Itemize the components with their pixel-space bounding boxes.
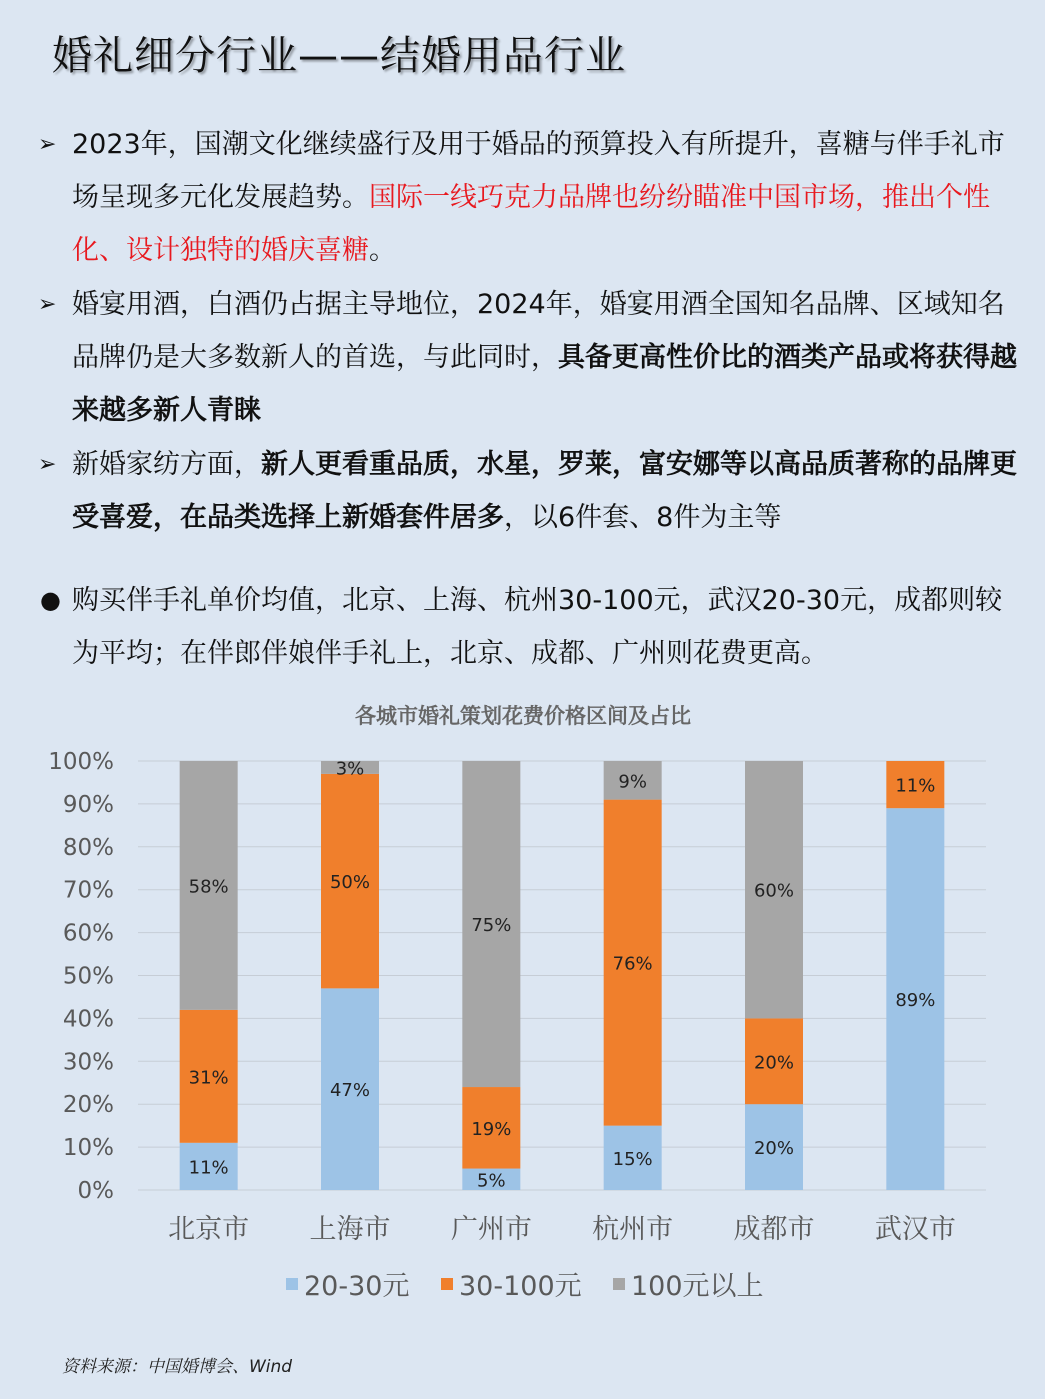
y-tick-label: 0%: [77, 1178, 114, 1204]
legend-swatch: [286, 1278, 298, 1290]
x-tick-label: 成都市: [733, 1214, 815, 1245]
data-label: 5%: [477, 1170, 506, 1192]
stacked-bar-chart: [0, 690, 1045, 1330]
data-label: 9%: [618, 771, 647, 793]
y-tick-label: 70%: [62, 877, 114, 904]
bullet-item: [38, 574, 1018, 680]
y-tick-label: 20%: [62, 1092, 114, 1119]
y-tick-label: 90%: [62, 791, 114, 818]
x-tick-label: 广州市: [450, 1214, 532, 1245]
data-label: 19%: [471, 1118, 512, 1140]
bullet-text: ，以6件套、8件为主等: [504, 502, 782, 533]
data-label: 15%: [612, 1148, 653, 1170]
x-tick-label: 北京市: [168, 1214, 250, 1245]
y-tick-label: 60%: [62, 920, 114, 947]
bullet-text: 2023年，国潮文化继续盛行及用于婚品的预算投入有所提升，喜糖与伴手礼市场呈现多元化发展趋势。: [72, 129, 1005, 213]
x-tick-label: 上海市: [309, 1214, 391, 1245]
legend-label: 30-100元: [459, 1271, 582, 1302]
bullet-text: 购买伴手礼单价均值，北京、上海、杭州30-100元，武汉20-30元，成都则较为平均；在伴郎伴娘伴手礼上，北京、成都、广州则花费更高。: [72, 585, 1003, 669]
arrow-bullet-icon: ➢: [38, 132, 57, 157]
x-tick-label: 杭州市: [592, 1214, 674, 1245]
data-label: 11%: [895, 775, 936, 797]
data-label: 50%: [329, 872, 371, 894]
bullet-item: [38, 438, 1018, 544]
legend-label: 20-30元: [304, 1271, 410, 1302]
y-tick-label: 50%: [62, 963, 114, 990]
bullet-text: 婚宴用酒，白酒仍占据主导地位，2024年，婚宴用酒全国知名品牌、区域知名品牌仍是大多数新人的首选，与此同时，: [72, 289, 1005, 373]
bullet-text-highlight: 国际一线巧克力品牌也纷纷瞄准中国市场，推出个性化、设计独特的婚庆喜糖: [72, 182, 990, 266]
bullet-list: [38, 118, 1018, 680]
legend-swatch: [613, 1278, 625, 1290]
bullet-text: 。: [369, 235, 396, 266]
data-label: 20%: [753, 1138, 795, 1160]
arrow-bullet-icon: ➢: [38, 452, 57, 477]
bullet-text-bold: 新人更看重品质，水星，罗莱，富安娜等以高品质著称的品牌更受喜爱，在品类选择上新婚套件居多: [72, 449, 1017, 533]
data-label: 3%: [335, 758, 365, 780]
bullet-text: 新婚家纺方面，: [72, 449, 261, 480]
y-tick-label: 40%: [62, 1006, 114, 1033]
legend-label: 100元以上: [631, 1271, 764, 1302]
y-tick-label: 80%: [62, 834, 114, 861]
data-label: 11%: [188, 1157, 229, 1179]
arrow-bullet-icon: ➢: [38, 292, 57, 317]
y-tick-label: 10%: [62, 1135, 114, 1162]
source-note: 资料来源：中国婚博会、Wind: [62, 1357, 293, 1377]
dot-bullet-icon: ●: [40, 586, 61, 614]
data-label: 89%: [895, 990, 936, 1012]
data-label: 75%: [471, 915, 512, 937]
data-label: 60%: [753, 880, 795, 902]
bullet-item: [38, 118, 1018, 277]
bullet-item: [38, 278, 1018, 437]
y-tick-label: 100%: [48, 749, 114, 775]
data-label: 20%: [753, 1052, 795, 1074]
data-label: 58%: [188, 876, 229, 898]
data-label: 31%: [188, 1067, 229, 1089]
bullet-text-bold: 具备更高性价比的酒类产品或将获得越来越多新人青睐: [72, 342, 1017, 426]
y-tick-label: 30%: [62, 1049, 114, 1076]
data-label: 76%: [612, 953, 653, 975]
chart-title: 各城市婚礼策划花费价格区间及占比: [355, 703, 691, 728]
data-label: 47%: [329, 1080, 371, 1102]
legend-swatch: [441, 1278, 453, 1290]
page-title: 婚礼细分行业——结婚用品行业: [52, 33, 626, 79]
x-tick-label: 武汉市: [874, 1214, 956, 1245]
